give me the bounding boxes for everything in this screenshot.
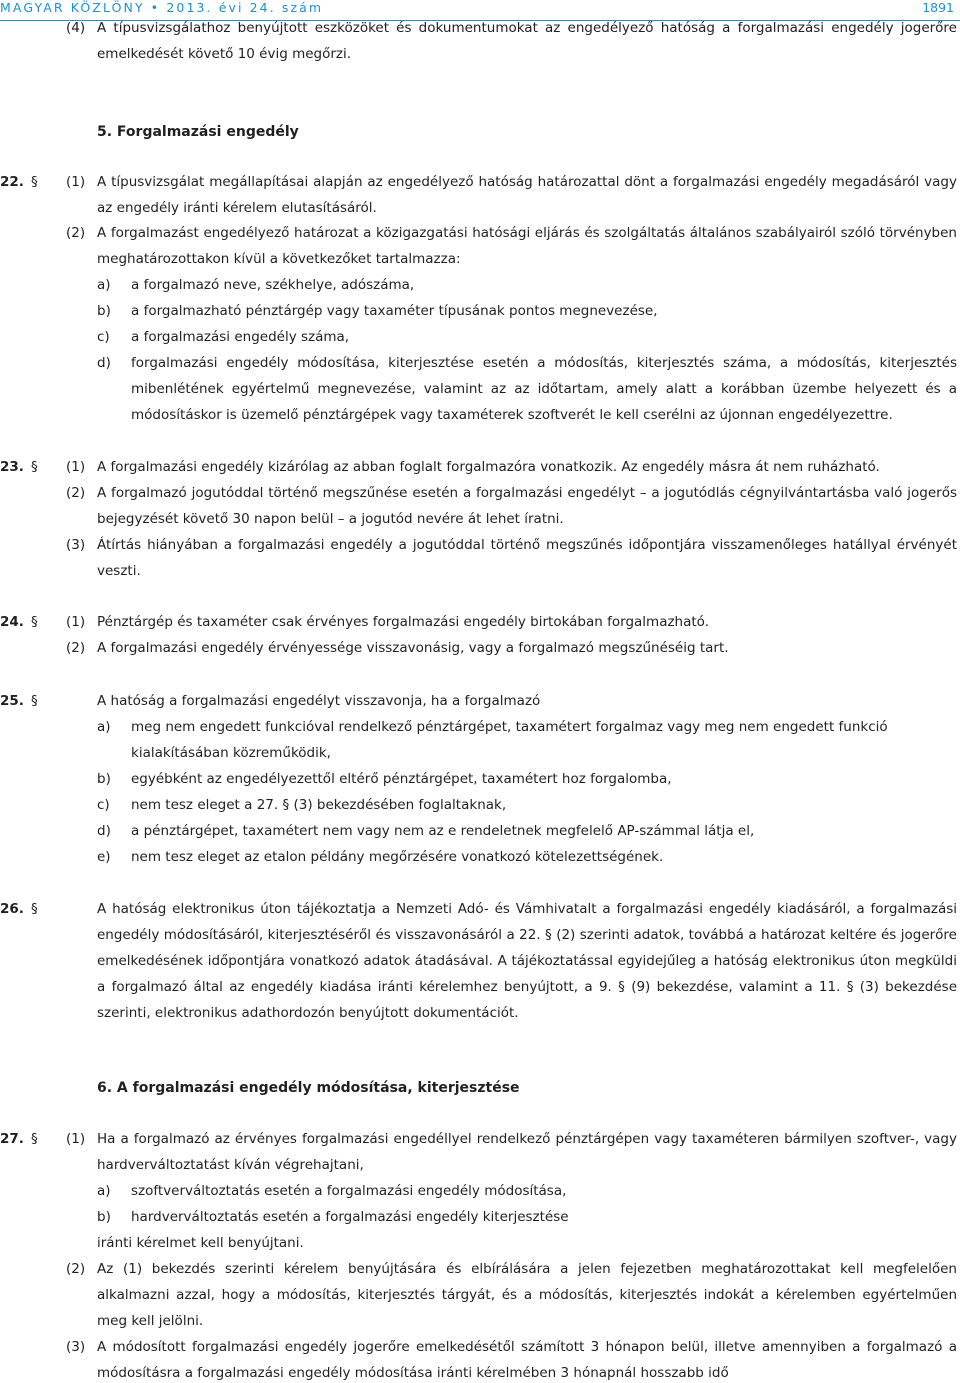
paragraph-text: A típusvizsgálathoz benyújtott eszközöket és dokumentumokat az engedélyező hatóság a forgalmazási engedély jogerőre emelkedését követő 10 évig megőrzi. — [97, 20, 957, 62]
paragraph-text: A forgalmazási engedély érvényessége visszavonásig, vagy a forgalmazó megszűnéséig tart. — [97, 640, 729, 656]
paragraph-label: (2) — [66, 485, 86, 501]
section-sign: § — [31, 614, 38, 630]
list-item-text: a forgalmazható pénztárgép vagy taxaméter típusának pontos megnevezése, — [131, 303, 658, 319]
list-item-text: nem tesz eleget az etalon példány megőrzésére vonatkozó kötelezettségének. — [131, 849, 664, 865]
list-item-label: a) — [97, 719, 111, 735]
section-number: 27. — [0, 1131, 24, 1147]
section-sign: § — [31, 459, 38, 475]
list-item-label: b) — [97, 303, 111, 319]
journal-title: MAGYAR KÖZLÖNY • 2013. évi 24. szám — [0, 0, 324, 15]
section-sign: § — [31, 901, 38, 917]
section-number: 23. — [0, 459, 24, 475]
section-number: 22. — [0, 174, 24, 190]
paragraph-label: (1) — [66, 614, 86, 630]
list-item-label: b) — [97, 1209, 111, 1225]
paragraph-label: (2) — [66, 1261, 86, 1277]
list-item-text: forgalmazási engedély módosítása, kiterjesztése esetén a módosítás, kiterjesztés száma, a módosítás, kiterjesztés mibenlétének egyértelmű megnevezése, valamint az az időtartam, amely alatt a korábban üzembe helyezett és a módosításkor is üzemelő pénztárgépek vagy taxaméterek szoftverét le kell cserélni az újonnan engedélyezettre. — [131, 355, 957, 423]
list-item-text: nem tesz eleget a 27. § (3) bekezdésében foglaltaknak, — [131, 797, 507, 813]
list-item-text: meg nem engedett funkcióval rendelkező pénztárgépet, taxamétert forgalmaz vagy meg nem engedett funkció kialakításában közreműködik, — [131, 719, 888, 761]
list-item-label: a) — [97, 277, 111, 293]
paragraph-label: (4) — [66, 20, 86, 36]
paragraph-label: (3) — [66, 1339, 86, 1355]
list-item-label: e) — [97, 849, 111, 865]
list-item-label: d) — [97, 355, 111, 371]
section-heading-6: 6. A forgalmazási engedély módosítása, kiterjesztése — [97, 1080, 520, 1096]
paragraph-text: Ha a forgalmazó az érvényes forgalmazási engedéllyel rendelkező pénztárgépen vagy taxaméteren bármilyen szoftver-, vagy hardverváltoztatást kíván végrehajtani, — [97, 1131, 957, 1173]
paragraph-text: iránti kérelmet kell benyújtani. — [97, 1235, 304, 1251]
section-sign: § — [31, 693, 38, 709]
page-number: 1891 — [922, 0, 954, 15]
paragraph-text: Átírtás hiányában a forgalmazási engedély a jogutóddal történő megszűnés időpontjára visszamenőleges hatállyal érvényét veszti. — [97, 537, 957, 579]
paragraph-label: (1) — [66, 459, 86, 475]
list-item-text: egyébként az engedélyezettől eltérő pénztárgépet, taxamétert hoz forgalomba, — [131, 771, 672, 787]
list-item-label: d) — [97, 823, 111, 839]
section-sign: § — [31, 1131, 38, 1147]
section-number: 25. — [0, 693, 24, 709]
list-item-text: a forgalmazó neve, székhelye, adószáma, — [131, 277, 415, 293]
list-item-label: b) — [97, 771, 111, 787]
paragraph-text: A módosított forgalmazási engedély jogerőre emelkedésétől számított 3 hónapon belül, illetve amennyiben a forgalmazó a módosításra a forgalmazási engedély módosítása iránti kérelmében 3 hónapnál hosszabb idő — [97, 1339, 957, 1381]
paragraph-text: A hatóság elektronikus úton tájékoztatja a Nemzeti Adó- és Vámhivatalt a forgalmazási engedély kiadásáról, a forgalmazási engedély módosításáról, kiterjesztéséről és visszavonásáról a 22. § (2) szerinti adatok, továbbá a határozat keltére és jogerőre emelkedésének időpontjára vonatkozó adatok átadásával. A tájékoztatással egyidejűleg a hatóság elektronikus úton megküldi a forgalmazó által az engedély kiadása iránti kérelemhez benyújtott, a 9. § (9) bekezdése, valamint a 11. § (3) bekezdése szerinti, elektronikus adathordozón benyújtott dokumentációt. — [97, 901, 957, 1021]
section-heading-5: 5. Forgalmazási engedély — [97, 124, 299, 140]
paragraph-label: (2) — [66, 640, 86, 656]
section-number: 24. — [0, 614, 24, 630]
paragraph-label: (1) — [66, 1131, 86, 1147]
section-number: 26. — [0, 901, 24, 917]
paragraph-text: Az (1) bekezdés szerinti kérelem benyújtására és elbírálására a jelen fejezetben meghatározottakat kell megfelelően alkalmazni azzal, hogy a módosítás, kiterjesztés tárgyát, és a módosítás, kiterjesztés indokát a kérelemben egyértelműen meg kell jelölni. — [97, 1261, 957, 1329]
paragraph-text: A forgalmazást engedélyező határozat a közigazgatási hatósági eljárás és szolgáltatás általános szabályairól szóló törvényben meghatározottakon kívül a következőket tartalmazza: — [97, 225, 957, 267]
list-item-text: hardverváltoztatás esetén a forgalmazási engedély kiterjesztése — [131, 1209, 569, 1225]
list-item-label: c) — [97, 797, 110, 813]
paragraph-text: A típusvizsgálat megállapításai alapján az engedélyező hatóság határozattal dönt a forgalmazási engedély megadásáról vagy az engedély iránti kérelem elutasításáról. — [97, 174, 957, 216]
paragraph-text: A forgalmazó jogutóddal történő megszűnése esetén a forgalmazási engedélyt – a jogutódlás cégnyilvántartásba való jogerős bejegyzését követő 30 napon belül – a jogutód nevére át lehet íratni. — [97, 485, 957, 527]
paragraph-text: Pénztárgép és taxaméter csak érvényes forgalmazási engedély birtokában forgalmazható. — [97, 614, 709, 630]
paragraph-text: A hatóság a forgalmazási engedélyt visszavonja, ha a forgalmazó — [97, 693, 541, 709]
list-item-label: c) — [97, 329, 110, 345]
list-item-text: a pénztárgépet, taxamétert nem vagy nem az e rendeletnek megfelelő AP-számmal látja el, — [131, 823, 755, 839]
paragraph-label: (2) — [66, 225, 86, 241]
paragraph-label: (3) — [66, 537, 86, 553]
list-item-label: a) — [97, 1183, 111, 1199]
list-item-text: a forgalmazási engedély száma, — [131, 329, 350, 345]
paragraph-text: A forgalmazási engedély kizárólag az abban foglalt forgalmazóra vonatkozik. Az engedély másra át nem ruházható. — [97, 459, 880, 475]
paragraph-label: (1) — [66, 174, 86, 190]
list-item-text: szoftverváltoztatás esetén a forgalmazási engedély módosítása, — [131, 1183, 567, 1199]
section-sign: § — [31, 174, 38, 190]
